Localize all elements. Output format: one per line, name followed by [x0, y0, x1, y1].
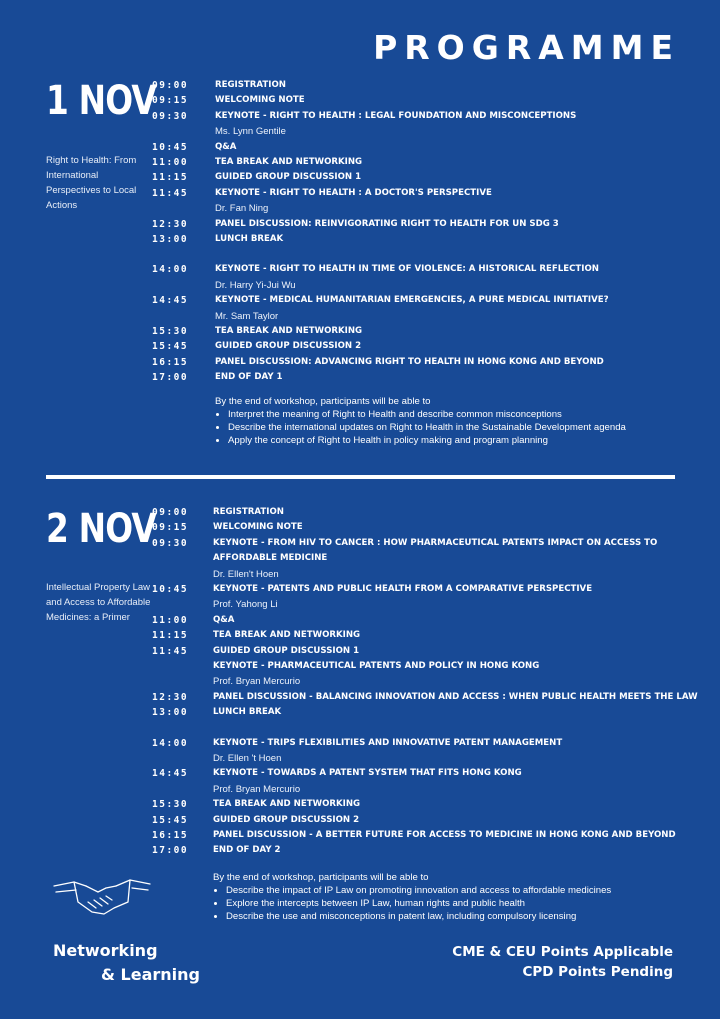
day2-outcomes-intro: By the end of workshop, participants will be able to [213, 872, 429, 883]
day2-outcomes [213, 871, 611, 923]
day1-outcome: • Interpret the meaning of Right to Health and describe common misconceptions [228, 408, 626, 421]
schedule-time: 14:00 [152, 737, 189, 749]
schedule-item: KEYNOTE - RIGHT TO HEALTH IN TIME OF VIOLENCE: A HISTORICAL REFLECTION [215, 264, 599, 275]
schedule-item: LUNCH BREAK [213, 707, 282, 718]
schedule-speaker: Ms. Lynn Gentile [215, 126, 286, 138]
schedule-time: 11:00 [152, 614, 189, 626]
schedule-speaker: Dr. Ellen 't Hoen [213, 753, 282, 764]
schedule-time: 11:45 [152, 645, 189, 657]
schedule-time: 12:30 [152, 218, 189, 230]
day1-outcomes [215, 395, 626, 447]
schedule-speaker: Mr. Sam Taylor [215, 310, 279, 322]
schedule-time: 16:15 [152, 830, 189, 841]
schedule-time: 14:45 [152, 295, 189, 307]
schedule-time: 12:30 [152, 691, 189, 703]
schedule-time: 11:15 [152, 172, 189, 184]
schedule-time: 15:45 [152, 341, 189, 353]
schedule-item: KEYNOTE - PHARMACEUTICAL PATENTS AND POLICY IN HONG KONG [213, 661, 540, 671]
day2-outcome: • Describe the impact of IP Law on promoting innovation and access to affordable medicines [226, 884, 611, 897]
cme-points [452, 942, 673, 982]
schedule-item: WELCOMING NOTE [213, 522, 303, 533]
schedule-item: TEA BREAK AND NETWORKING [213, 799, 361, 810]
page-title: PROGRAMME [373, 28, 680, 67]
schedule-time: 09:00 [152, 80, 189, 91]
schedule-speaker: Dr. Fan Ning [215, 203, 269, 215]
schedule-item: PANEL DISCUSSION: ADVANCING RIGHT TO HEALTH IN HONG KONG AND BEYOND [215, 356, 604, 367]
schedule-speaker: Prof. Bryan Mercurio [213, 783, 301, 795]
schedule-time: 13:00 [152, 234, 189, 245]
schedule-time: 11:45 [152, 187, 189, 199]
schedule-item: KEYNOTE - MEDICAL HUMANITARIAN EMERGENCIES, A PURE MEDICAL INITIATIVE? [215, 295, 609, 306]
schedule-time: 10:45 [152, 141, 189, 153]
schedule-time: 14:00 [152, 264, 189, 276]
schedule-time: 09:30 [152, 110, 189, 122]
schedule-item: GUIDED GROUP DISCUSSION 2 [215, 341, 362, 352]
schedule-item: PANEL DISCUSSION - BALANCING INNOVATION AND ACCESS : WHEN PUBLIC HEALTH MEETS THE LAW [213, 691, 698, 702]
networking-learning [53, 939, 200, 987]
cme-line1: CME & CEU Points Applicable [452, 944, 673, 960]
schedule-time: 09:15 [152, 522, 189, 534]
schedule-item: REGISTRATION [215, 80, 286, 90]
networking-line2: & Learning [101, 965, 200, 984]
schedule-item: LUNCH BREAK [215, 234, 284, 244]
schedule-item: REGISTRATION [213, 507, 284, 517]
schedule-item-continued: AFFORDABLE MEDICINE [213, 553, 328, 564]
day1-outcome: • Describe the international updates on Right to Health in the Sustainable Development agenda [228, 421, 626, 434]
schedule-item: GUIDED GROUP DISCUSSION 2 [213, 814, 360, 825]
schedule-time: 10:45 [152, 584, 189, 595]
schedule-speaker: Dr. Harry Yi-Jui Wu [215, 279, 296, 291]
schedule-time: 17:00 [152, 845, 189, 857]
handshake-icon [52, 872, 152, 920]
schedule-time: 15:30 [152, 326, 189, 337]
schedule-time: 11:15 [152, 630, 189, 642]
networking-line1: Networking [53, 941, 158, 960]
day1-label: 1 NOV [46, 78, 156, 124]
schedule-item: PANEL DISCUSSION: REINVIGORATING RIGHT TO HEALTH FOR UN SDG 3 [215, 218, 559, 229]
schedule-time: 09:30 [152, 537, 189, 549]
schedule-item: KEYNOTE - RIGHT TO HEALTH : LEGAL FOUNDATION AND MISCONCEPTIONS [215, 110, 577, 121]
schedule-item: END OF DAY 1 [215, 372, 283, 383]
schedule-item: TEA BREAK AND NETWORKING [213, 630, 361, 641]
schedule-time: 09:00 [152, 507, 189, 518]
schedule-item: GUIDED GROUP DISCUSSION 1 [215, 172, 362, 183]
schedule-item: Q&A [215, 141, 237, 152]
day1-description: Right to Health: From International Perspectives to Local Actions [46, 155, 137, 211]
schedule-time: 11:00 [152, 157, 189, 168]
schedule-item: WELCOMING NOTE [215, 95, 305, 106]
day2-label: 2 NOV [46, 506, 156, 552]
schedule-item: KEYNOTE - RIGHT TO HEALTH : A DOCTOR'S PERSPECTIVE [215, 187, 492, 198]
schedule-time: 14:45 [152, 768, 189, 780]
schedule-time: 15:30 [152, 799, 189, 811]
schedule-item: PANEL DISCUSSION - A BETTER FUTURE FOR ACCESS TO MEDICINE IN HONG KONG AND BEYOND [213, 830, 676, 840]
day1-outcome: • Apply the concept of Right to Health in policy making and program planning [228, 434, 626, 447]
schedule-time: 17:00 [152, 372, 189, 384]
day1-outcomes-intro: By the end of workshop, participants will be able to [215, 396, 431, 407]
schedule-item: KEYNOTE - TOWARDS A PATENT SYSTEM THAT FITS HONG KONG [213, 768, 522, 779]
schedule-item: GUIDED GROUP DISCUSSION 1 [213, 645, 360, 656]
schedule-speaker: Dr. Ellen't Hoen [213, 568, 279, 580]
schedule-item: END OF DAY 2 [213, 845, 281, 856]
schedule-time: 09:15 [152, 95, 189, 107]
schedule-speaker: Prof. Bryan Mercurio [213, 676, 301, 688]
cme-line2: CPD Points Pending [522, 964, 673, 980]
schedule-item: TEA BREAK AND NETWORKING [215, 326, 363, 336]
day2-description: Intellectual Property Law and Access to Affordable Medicines: a Primer [46, 582, 151, 623]
schedule-time: 16:15 [152, 356, 189, 368]
schedule-item: Q&A [213, 614, 235, 625]
schedule-time: 13:00 [152, 707, 189, 719]
section-divider [46, 475, 675, 479]
schedule-item: TEA BREAK AND NETWORKING [215, 157, 363, 167]
schedule-speaker: Prof. Yahong Li [213, 599, 278, 611]
day2-outcome: • Describe the use and misconceptions in patent law, including compulsory licensing [226, 910, 611, 923]
schedule-item: KEYNOTE - TRIPS FLEXIBILITIES AND INNOVATIVE PATENT MANAGEMENT [213, 737, 563, 748]
schedule-time: 15:45 [152, 814, 189, 826]
schedule-item: KEYNOTE - FROM HIV TO CANCER : HOW PHARMACEUTICAL PATENTS IMPACT ON ACCESS TO [213, 537, 658, 548]
day2-outcome: • Explore the intercepts between IP Law, human rights and public health [226, 897, 611, 910]
schedule-item: KEYNOTE - PATENTS AND PUBLIC HEALTH FROM A COMPARATIVE PERSPECTIVE [213, 584, 593, 594]
